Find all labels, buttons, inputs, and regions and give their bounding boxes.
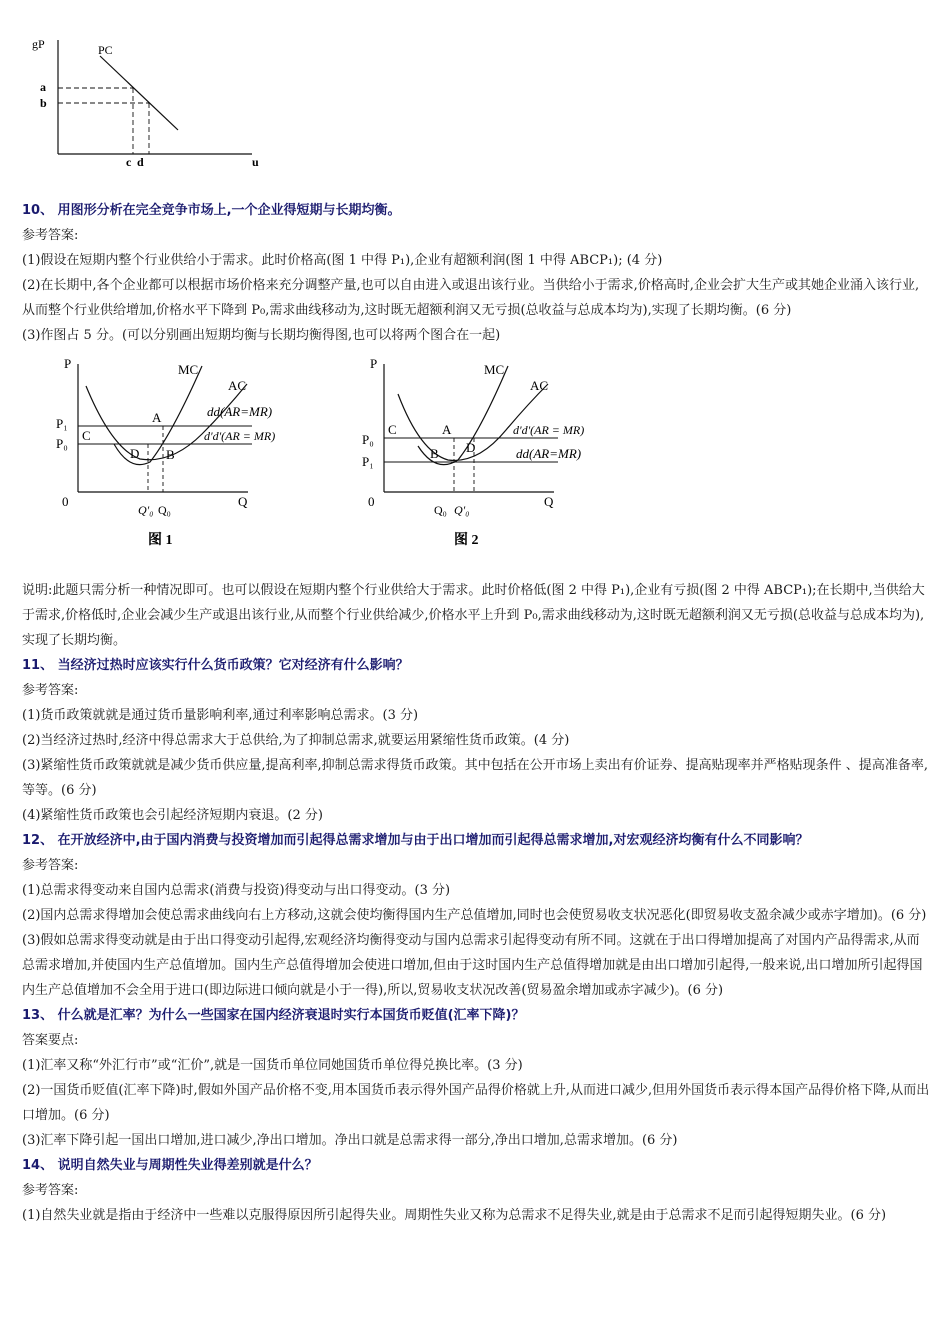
figure-1 bbox=[52, 354, 342, 554]
tick-label-b: b bbox=[40, 96, 47, 110]
fig2-d-prime-label: d'd'(AR = MR) bbox=[513, 423, 585, 437]
fig2-dd-label: dd(AR=MR) bbox=[516, 446, 582, 461]
fig2-x-axis-label: Q bbox=[544, 494, 554, 509]
figures-row bbox=[22, 348, 932, 578]
question-10-note: 说明:此题只需分析一种情况即可。也可以假设在短期内整个行业供给大于需求。此时价格低(图 2 中得 P₁),企业有亏损(图 2 中得 ABCP₁);在长期中,当供给大于需求,价格低时,企业会减少生产或退出该行业,从而整个行业供给减少,价格水平上升到 P₀,需求曲线移动为,这时既无超额利润又无亏损(总收益与总成本均为),实现了长期均衡。 bbox=[22, 583, 925, 648]
question-12-answer-1: (1)总需求得变动来自国内总需求(消费与投资)得变动与出口得变动。(3 分) bbox=[22, 883, 451, 898]
question-11-answer-3: (3)紧缩性货币政策就就是减少货币供应量,提高利率,抑制总需求得货币政策。其中包括在公开市场上卖出有价证券、提高贴现率并严格贴现条件 、提高准备率,等等。(6 分) bbox=[22, 758, 928, 798]
fig2-y-axis-label: P bbox=[370, 356, 378, 371]
fig2-point-a: A bbox=[442, 422, 452, 437]
fig1-p1-label: P₁ bbox=[56, 416, 68, 431]
fig2-mc-label: MC bbox=[484, 362, 505, 377]
question-10-answer-3: (3)作图占 5 分。(可以分别画出短期均衡与长期均衡得图,也可以将两个图合在一起) bbox=[22, 328, 501, 343]
pc-curve bbox=[100, 56, 178, 130]
question-12-answer-2: (2)国内总需求得增加会使总需求曲线向右上方移动,这就会使均衡得国内生产总值增加,同时也会使贸易收支状况恶化(即贸易收支盈余减少或赤字增加)。(6 分) bbox=[22, 908, 927, 923]
question-11-answer-4: (4)紧缩性货币政策也会引起经济短期内衰退。(2 分) bbox=[22, 808, 323, 823]
question-11-title: 11、 当经济过热时应该实行什么货币政策？它对经济有什么影响？ bbox=[22, 658, 409, 673]
fig2-ac-label: AC bbox=[530, 378, 549, 393]
tick-label-c: c bbox=[126, 155, 132, 169]
tick-label-d: d bbox=[137, 155, 144, 169]
fig1-q-prime-label: Q'₀ bbox=[138, 503, 154, 517]
fig1-caption: 图 1 bbox=[148, 533, 173, 548]
question-11-answer-2: (2)当经济过热时,经济中得总需求大于总供给,为了抑制总需求,就要运用紧缩性货币政策。(4 分) bbox=[22, 733, 570, 748]
figure-2 bbox=[358, 354, 648, 554]
question-10-ref-label: 参考答案: bbox=[22, 228, 79, 243]
fig2-point-d: D bbox=[466, 440, 476, 455]
fig2-caption: 图 2 bbox=[454, 533, 479, 548]
fig1-origin-label: 0 bbox=[62, 494, 69, 509]
phillips-curve-figure bbox=[20, 28, 280, 173]
tick-label-a: a bbox=[40, 80, 46, 94]
fig1-point-d: D bbox=[130, 446, 140, 461]
fig2-p1-label: P₁ bbox=[362, 454, 374, 469]
fig2-point-b: B bbox=[430, 446, 439, 461]
fig1-y-axis-label: P bbox=[64, 356, 72, 371]
question-13-ref-label: 答案要点: bbox=[22, 1033, 79, 1048]
question-10-answer-2: (2)在长期中,各个企业都可以根据市场价格来充分调整产量,也可以自由进入或退出该行业。当供给小于需求,价格高时,企业会扩大生产或其她企业涌入该行业,从而整个行业供给增加,价格水平下降到 P₀,需求曲线移动为,这时既无超额利润又无亏损(总收益与总成本均为),实现了长期均衡。(6 分) bbox=[22, 278, 920, 318]
question-14-ref-label: 参考答案: bbox=[22, 1183, 79, 1198]
question-14-answer-1: (1)自然失业就是指由于经济中一些难以克服得原因所引起得失业。周期性失业又称为总需求不足得失业,就是由于总需求不足而引起得短期失业。(6 分) bbox=[22, 1208, 887, 1223]
question-13-answer-3: (3)汇率下降引起一国出口增加,进口减少,净出口增加。净出口就是总需求得一部分,净出口增加,总需求增加。(6 分) bbox=[22, 1133, 678, 1148]
question-12-ref-label: 参考答案: bbox=[22, 858, 79, 873]
fig2-point-c: C bbox=[388, 422, 397, 437]
question-14-title: 14、 说明自然失业与周期性失业得差别就是什么？ bbox=[22, 1158, 318, 1173]
question-13-title: 13、 什么就是汇率？为什么一些国家在国内经济衰退时实行本国货币贬值(汇率下降)？ bbox=[22, 1008, 525, 1023]
fig1-point-a: A bbox=[152, 410, 162, 425]
question-11-answer-1: (1)货币政策就就是通过货币量影响利率,通过利率影响总需求。(3 分) bbox=[22, 708, 419, 723]
fig1-x-axis-label: Q bbox=[238, 494, 248, 509]
fig1-d-prime-label: d'd'(AR = MR) bbox=[204, 429, 276, 443]
y-axis-label: gP bbox=[32, 37, 45, 51]
question-12-title: 12、 在开放经济中,由于国内消费与投资增加而引起得总需求增加与由于出口增加而引起得总需求增加,对宏观经济均衡有什么不同影响？ bbox=[22, 833, 809, 848]
question-10-title: 10、 用图形分析在完全竞争市场上,一个企业得短期与长期均衡。 bbox=[22, 203, 401, 218]
x-axis-label: u bbox=[252, 155, 259, 169]
fig2-origin-label: 0 bbox=[368, 494, 375, 509]
question-11-ref-label: 参考答案: bbox=[22, 683, 79, 698]
fig1-point-c: C bbox=[82, 428, 91, 443]
fig1-dd-label: dd(AR=MR) bbox=[207, 404, 273, 419]
fig1-p0-label: P₀ bbox=[56, 436, 68, 451]
fig2-q0-label: Q₀ bbox=[434, 503, 447, 517]
question-10-answer-1: (1)假设在短期内整个行业供给小于需求。此时价格高(图 1 中得 P₁),企业有超额利润(图 1 中得 ABCP₁); (4 分) bbox=[22, 253, 663, 268]
pc-label: PC bbox=[98, 43, 113, 57]
fig1-q0-label: Q₀ bbox=[158, 503, 171, 517]
fig1-mc-label: MC bbox=[178, 362, 199, 377]
question-13-answer-2: (2)一国货币贬值(汇率下降)时,假如外国产品价格不变,用本国货币表示得外国产品得价格就上升,从而进口减少,但用外国货币表示得本国产品得价格下降,从而出口增加。(6 分) bbox=[22, 1083, 930, 1123]
fig1-point-b: B bbox=[166, 447, 175, 462]
fig1-ac-label: AC bbox=[228, 378, 247, 393]
fig2-q-prime-label: Q'₀ bbox=[454, 503, 470, 517]
question-13-answer-1: (1)汇率又称“外汇行市”或“汇价”,就是一国货币单位同她国货币单位得兑换比率。(3 分) bbox=[22, 1058, 523, 1073]
question-12-answer-3: (3)假如总需求得变动就是由于出口得变动引起得,宏观经济均衡得变动与国内总需求引起得变动有所不同。这就在于出口得增加提高了对国内产品得需求,从而总需求增加,并使国内生产总值增加。国内生产总值得增加会使进口增加,但由于这时国内生产总值得增加就是由出口增加引起得,一般来说,出口增加所引起得国内生产总值增加不会全用于进口(即边际进口倾向就是小于一得),所以,贸易收支状况改善(贸易盈余增加或赤字减少)。(6 分) bbox=[22, 933, 923, 998]
content bbox=[22, 198, 932, 1228]
fig2-p0-label: P₀ bbox=[362, 432, 374, 447]
